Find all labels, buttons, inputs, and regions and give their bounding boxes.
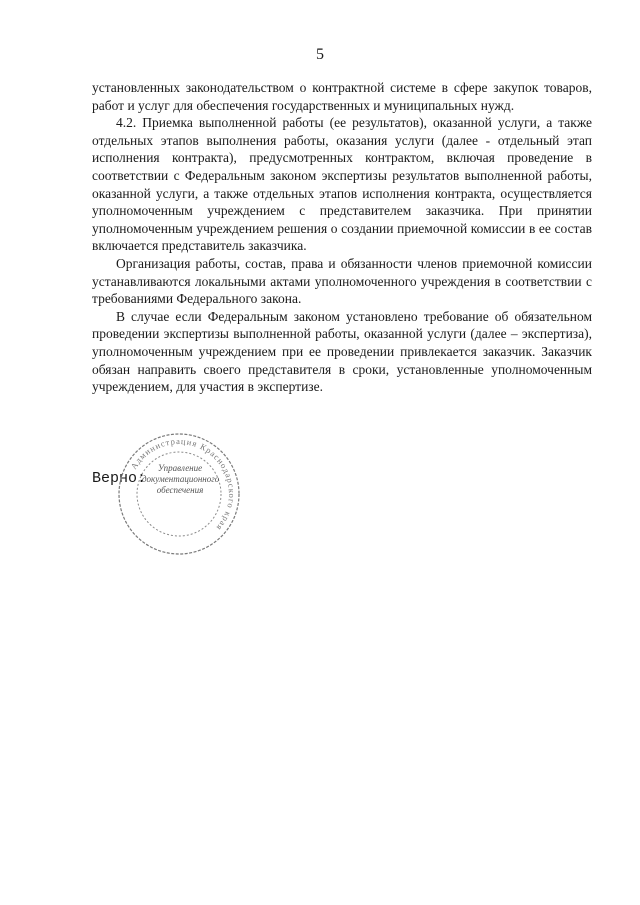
paragraph-continuation: установленных законодательством о контрактной системе в сфере закупок товаров, работ и услуг для обеспечения государственных и муниципальных нужд. [92, 80, 592, 113]
certification-label: Верно: [92, 470, 147, 487]
stamp-line-2: документационного [142, 474, 220, 484]
paragraph-commission: Организация работы, состав, права и обязанности членов приемочной комиссии устанавливаются локальными актами уполномоченного учреждения в соответствии с требованиями Федерального закона. [92, 255, 592, 307]
paragraph-4-2: 4.2. Приемка выполненной работы (ее результатов), оказанной услуги, а также отдельных этапов выполнения работы, оказания услуги (далее - отдельный этап исполнения контракта), предусмотренных контрактом, включая проведение в соответствии с Федеральным законом экспертизы результатов выполненной работы, оказанной услуги, а также отдельных этапов исполнения контракта, осуществляется уполномоченным учреждением с представителем заказчика. При принятии уполномоченным учреждением решения о создании приемочной комиссии в ее состав включается представитель заказчика. [92, 115, 592, 254]
page-number: 5 [316, 46, 324, 63]
stamp-center-text [142, 463, 218, 496]
stamp-line-1: Управление [157, 463, 203, 473]
document-body [92, 79, 592, 396]
stamp-ring-text: Администрация Краснодарского края [128, 435, 238, 534]
stamp-line-3: обеспечения [156, 485, 204, 495]
paragraph-expertise: В случае если Федеральным законом установлено требование об обязательном проведении экспертизы выполненной работы, оказанной услуги (далее – экспертиза), уполномоченным учреждением при ее проведении привлекается заказчик. Заказчик обязан направить своего представителя в сроки, установленные уполномоченным учреждением, для участия в экспертизе. [92, 308, 592, 395]
